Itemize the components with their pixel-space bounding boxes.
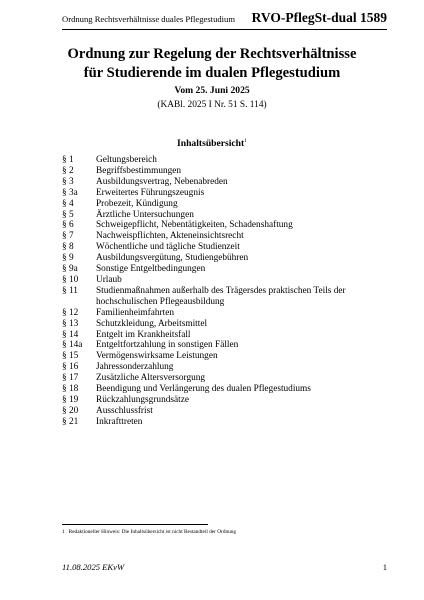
toc-item-number: § 9a (62, 264, 78, 275)
toc-item-text: Begriffsbestimmungen (96, 165, 182, 176)
toc-item-text: Ausbildungsvergütung, Studiengebühren (96, 253, 249, 264)
footnote (62, 529, 236, 535)
toc-item (62, 177, 392, 188)
footnote-text: Redaktioneller Hinweis: Die Inhaltsübersicht ist nicht Bestandteil der Ordnung (68, 529, 237, 535)
toc-item-text: Vermögenswirksame Leistungen (96, 351, 218, 362)
toc-item-text: Entgeltfortzahlung in sonstigen Fällen (96, 340, 239, 351)
toc-item-number: § 17 (62, 373, 79, 384)
toc-item-number: § 9 (62, 253, 74, 264)
page-number: 1 (382, 562, 387, 572)
toc-item (62, 351, 392, 362)
toc-item-text: Erweitertes Führungszeugnis (96, 187, 205, 198)
document-title-line2: für Studierende im dualen Pflegestudium (83, 65, 341, 81)
document-source: (KABl. 2025 I Nr. 51 S. 114) (157, 100, 267, 110)
toc-heading-footnote-mark: 1 (244, 138, 247, 144)
toc-item (62, 275, 392, 286)
toc-item-text: Nachweispflichten, Akteneinsichtsrecht (96, 231, 244, 242)
document-title-line1: Ordnung zur Regelung der Rechtsverhältnisse (67, 46, 357, 62)
toc-item-number: § 3 (62, 176, 74, 187)
footer-date: 11.08.2025 EKvW (62, 562, 125, 572)
toc-item-text: Sonstige Entgeltbedingungen (96, 264, 206, 275)
toc-item (62, 406, 392, 417)
document-title (0, 45, 424, 83)
toc-item-text: Ärztliche Untersuchungen (96, 209, 194, 220)
toc-item-text: Zusätzliche Altersversorgung (96, 373, 206, 384)
toc-heading (0, 138, 424, 149)
toc-item-text: Probezeit, Kündigung (96, 198, 178, 209)
running-header-title: Ordnung Rechtsverhältnisse duales Pflegestudium (62, 14, 236, 24)
toc-item (62, 210, 392, 221)
toc-item-number: § 11 (62, 285, 78, 296)
running-header-code: RVO-PflegSt-dual 1589 (251, 10, 387, 25)
toc-item-text: Beendigung und Verlängerung des dualen Pflegestudiums (96, 384, 311, 395)
toc-item (62, 166, 392, 177)
toc-heading-text: Inhaltsübersicht (177, 138, 245, 150)
toc-item-number: § 18 (62, 384, 79, 395)
toc-item (62, 242, 392, 253)
toc-item (62, 362, 392, 373)
footnote-rule (62, 524, 208, 525)
footnote-number: 1 (62, 529, 65, 535)
toc-item-text: Ausbildungsvertrag, Nebenabreden (96, 176, 228, 187)
toc-item-number: § 7 (62, 231, 74, 242)
toc-item (62, 253, 392, 264)
toc-item-number: § 16 (62, 362, 79, 373)
toc-item (62, 330, 392, 341)
toc-item-number: § 1 (62, 155, 74, 165)
toc-item-text: Schutzkleidung, Arbeitsmittel (96, 318, 208, 329)
toc-item-number: § 14a (62, 340, 83, 351)
toc-item-text: Urlaub (96, 274, 122, 285)
toc-item-number: § 4 (62, 198, 74, 209)
toc-item-number: § 2 (62, 165, 74, 176)
toc-item-number: § 21 (62, 416, 79, 427)
toc-item-number: § 19 (62, 394, 79, 405)
toc-item (62, 395, 392, 406)
toc-item (62, 340, 392, 351)
toc-item-number: § 6 (62, 220, 74, 231)
toc-item (62, 417, 392, 428)
toc-item-number: § 5 (62, 209, 74, 220)
document-date: Vom 25. Juni 2025 (174, 85, 250, 96)
toc-item (62, 220, 392, 231)
toc-item (62, 286, 392, 308)
toc-item-text: Inkrafttreten (96, 416, 143, 427)
toc-item-number: § 3a (62, 187, 78, 198)
toc-item (62, 188, 392, 199)
toc-item (62, 155, 392, 166)
toc-item-number: § 10 (62, 274, 79, 285)
toc-item-text: Familienheimfahrten (96, 307, 174, 318)
toc-item (62, 199, 392, 210)
toc-item-text: Geltungsbereich (96, 155, 157, 165)
toc-item-text: Jahressonderzahlung (96, 362, 174, 373)
toc-item (62, 231, 392, 242)
toc-item-text: Ausschlussfrist (96, 405, 153, 416)
toc-item-text: Wöchentliche und tägliche Studienzeit (96, 242, 240, 253)
toc-item-number: § 13 (62, 318, 79, 329)
toc-item-number: § 8 (62, 242, 74, 253)
toc-item-number: § 15 (62, 351, 79, 362)
toc-item-text: Schweigepflicht, Nebentätigkeiten, Schadenshaftung (96, 220, 293, 231)
toc-item (62, 264, 392, 275)
toc-item-text: Studienmaßnahmen außerhalb des Trägersdes praktischen Teils der hochschulischen Pflegeausbildung (96, 285, 346, 307)
toc-item-text: Entgelt im Krankheitsfall (96, 329, 191, 340)
toc-item-number: § 14 (62, 329, 79, 340)
toc-item (62, 384, 392, 395)
toc-list (62, 155, 392, 428)
toc-item-number: § 12 (62, 307, 79, 318)
header-rule (62, 29, 387, 30)
toc-item-text: Rückzahlungsgrundsätze (96, 394, 189, 405)
toc-item (62, 308, 392, 319)
toc-item (62, 373, 392, 384)
toc-item (62, 319, 392, 330)
toc-item-number: § 20 (62, 405, 79, 416)
